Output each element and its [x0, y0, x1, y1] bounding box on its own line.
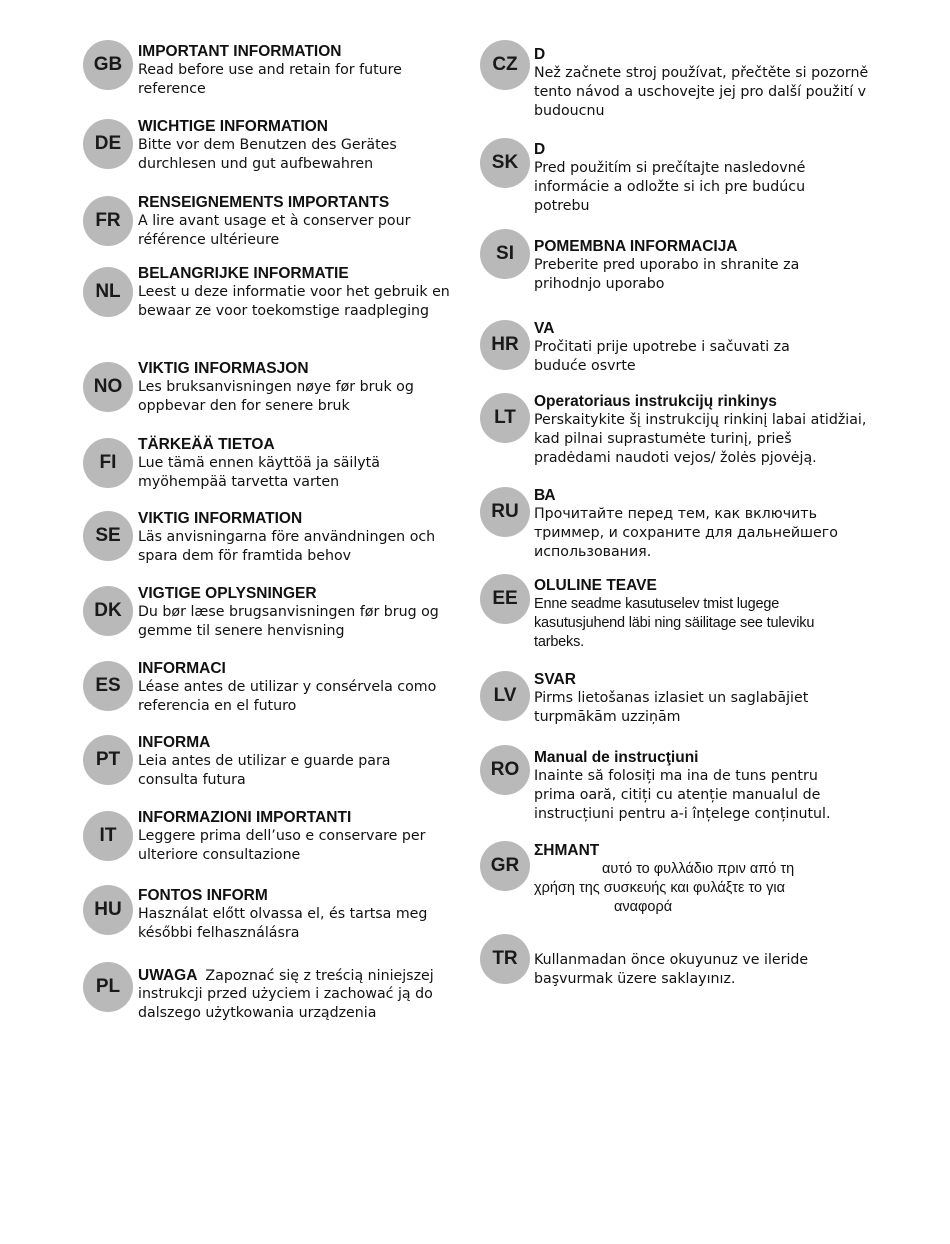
entry-title	[138, 42, 341, 61]
description-line: kad pilnai suprastumėte turinį, prieš	[534, 431, 792, 447]
description-line: Használat előtt olvassa el, és tartsa meg	[138, 906, 428, 922]
description-line: başvurmak üzere saklayınız.	[534, 971, 736, 987]
entry-description	[534, 689, 808, 727]
entry-title	[534, 576, 657, 595]
entry-description	[534, 767, 830, 824]
entry-title	[534, 237, 738, 256]
entry-title	[138, 193, 389, 212]
entry-description	[138, 827, 425, 865]
entry-title	[138, 264, 349, 283]
entry-title-text: VIGTIGE OPLYSNINGER	[138, 585, 317, 602]
language-code-badge: CZ	[480, 40, 530, 90]
description-line: dalszego użytkowania urządzenia	[138, 1005, 377, 1021]
language-code-badge: DK	[83, 586, 133, 636]
description-line: instrucțiuni pentru a-i înțelege conținutul.	[534, 806, 831, 822]
entry-description	[534, 860, 794, 917]
description-line: consulta futura	[138, 772, 246, 788]
entry-description	[534, 411, 866, 468]
entry-title-text: D	[534, 141, 546, 158]
entry-description	[534, 951, 808, 989]
entry-title-text: TÄRKEÄÄ TIETOA	[138, 436, 275, 453]
entry-description	[534, 159, 805, 216]
entry-title-text: ΣΗΜΑΝΤ	[534, 842, 600, 859]
description-line: использования.	[534, 544, 652, 560]
description-line: Inainte să folosiți ma ina de tuns pentru	[534, 768, 818, 784]
description-line: A lire avant usage et à conserver pour	[138, 213, 411, 229]
entry-title	[138, 359, 309, 378]
entry-description	[138, 603, 439, 641]
entry-title	[138, 117, 328, 136]
language-code-badge: RU	[480, 487, 530, 537]
description-line: Enne seadme kasutuselev tmist lugege	[534, 596, 780, 612]
entry-description	[138, 454, 380, 492]
description-line: Du bør læse brugsanvisningen før brug og	[138, 604, 439, 620]
entry-description	[138, 528, 435, 566]
entry-title-text: INFORMA	[138, 734, 211, 751]
entry-title-inline-text: Zapoznać się z treścią niniejszej	[205, 968, 434, 984]
description-line: budoucnu	[534, 103, 605, 119]
entry-title-text: RENSEIGNEMENTS IMPORTANTS	[138, 194, 390, 211]
description-line: Leest u deze informatie voor het gebruik en	[138, 284, 450, 300]
description-line: référence ultérieure	[138, 232, 280, 248]
language-code-badge: PT	[83, 735, 133, 785]
entry-title-text: FONTOS INFORM	[138, 887, 268, 904]
entry-title-text: Manual de instrucţiuni	[534, 749, 699, 766]
entry-title-text: VIKTIG INFORMATION	[138, 510, 303, 527]
language-code-badge: FR	[83, 196, 133, 246]
entry-description	[138, 378, 414, 416]
entry-description	[138, 752, 391, 790]
description-line: Pirms lietošanas izlasiet un saglabājiet	[534, 690, 809, 706]
description-line: myöhempää tarvetta varten	[138, 474, 340, 490]
entry-title	[534, 486, 556, 505]
description-line: ulteriore consultazione	[138, 847, 301, 863]
description-line: αυτό το φυλλάδιο πριν από τη	[602, 861, 795, 877]
description-line: Läs anvisningarna före användningen och	[138, 529, 436, 545]
description-line: Bitte vor dem Benutzen des Gerätes	[138, 137, 397, 153]
description-line: Pročitati prije upotrebe i sačuvati za	[534, 339, 790, 355]
entry-description	[534, 256, 799, 294]
entry-title	[138, 659, 226, 678]
language-code-badge: ES	[83, 661, 133, 711]
entry-title	[138, 584, 317, 603]
description-line: reference	[138, 81, 206, 97]
description-line: tento návod a uschovejte jej pro další použití v	[534, 84, 867, 100]
description-line: prima oară, citiți cu atenție manualul de	[534, 787, 821, 803]
language-code-badge: FI	[83, 438, 133, 488]
entry-title-text: BELANGRIJKE INFORMATIE	[138, 265, 349, 282]
language-code-badge: TR	[480, 934, 530, 984]
description-line: Прочитайте перед тем, как включить	[534, 506, 817, 522]
description-line: instrukcji przed użyciem i zachować ją do	[138, 986, 433, 1002]
language-code-badge: NL	[83, 267, 133, 317]
entry-description	[138, 905, 427, 943]
entry-title	[534, 45, 545, 64]
description-line: spara dem för framtida behov	[138, 548, 352, 564]
entry-title-text: ВА	[534, 487, 556, 504]
entry-title	[138, 733, 210, 752]
language-code-badge: LV	[480, 671, 530, 721]
language-code-badge: DE	[83, 119, 133, 169]
entry-title	[138, 966, 434, 986]
description-line: Leia antes de utilizar e guarde para	[138, 753, 391, 769]
language-code-badge: SI	[480, 229, 530, 279]
entry-title	[534, 392, 777, 411]
entry-title-text: POMEMBNA INFORMACIJA	[534, 238, 738, 255]
language-code-badge: GR	[480, 841, 530, 891]
entry-description	[534, 338, 790, 376]
description-line: Preberite pred uporabo in shranite za	[534, 257, 800, 273]
entry-title-text: SVAR	[534, 671, 576, 688]
entry-title	[534, 841, 599, 860]
language-code-badge: GB	[83, 40, 133, 90]
description-line: későbbi felhasználásra	[138, 925, 300, 941]
description-line: Kullanmadan önce okuyunuz ve ileride	[534, 952, 809, 968]
entry-title	[138, 435, 275, 454]
entry-description	[534, 505, 838, 562]
language-code-badge: HU	[83, 885, 133, 935]
description-line: Lue tämä ennen käyttöä ja säilytä	[138, 455, 380, 471]
entry-title	[534, 140, 545, 159]
description-line: Perskaitykite šį instrukcijų rinkinį labai atidžiai,	[534, 412, 867, 428]
entry-title	[138, 808, 351, 827]
entry-title-text: D	[534, 46, 546, 63]
description-line: Léase antes de utilizar y consérvela como	[138, 679, 437, 695]
entry-description	[534, 64, 868, 121]
entry-description	[138, 678, 436, 716]
description-line: durchlesen und gut aufbewahren	[138, 156, 374, 172]
description-line: χρήση της συσκευής και φυλάξτε το για	[534, 880, 785, 896]
description-line: Les bruksanvisningen nøye før bruk og	[138, 379, 414, 395]
entry-title-text: INFORMAZIONI IMPORTANTI	[138, 809, 352, 826]
entry-title	[534, 670, 576, 689]
language-code-badge: RO	[480, 745, 530, 795]
description-line: Než začnete stroj používat, přečtěte si pozorně	[534, 65, 869, 81]
entry-title-text: OLULINE TEAVE	[534, 577, 657, 594]
language-code-badge: EE	[480, 574, 530, 624]
entry-title	[534, 319, 554, 338]
entry-title	[534, 748, 698, 767]
language-code-badge: SK	[480, 138, 530, 188]
entry-title-text: VIKTIG INFORMASJON	[138, 360, 309, 377]
entry-description	[138, 212, 410, 250]
entry-title-text: UWAGA	[138, 967, 198, 984]
entry-title	[138, 509, 302, 528]
language-code-badge: NO	[83, 362, 133, 412]
description-line: триммер, и сохраните для дальнейшего	[534, 525, 838, 541]
language-code-badge: LT	[480, 393, 530, 443]
language-code-badge: PL	[83, 962, 133, 1012]
language-code-badge: IT	[83, 811, 133, 861]
entry-title-text: IMPORTANT INFORMATION	[138, 43, 342, 60]
description-line: bewaar ze voor toekomstige raadpleging	[138, 303, 430, 319]
language-code-badge: HR	[480, 320, 530, 370]
description-line: Read before use and retain for future	[138, 62, 402, 78]
entry-title-text: WICHTIGE INFORMATION	[138, 118, 328, 135]
description-line: pradėdami naudoti vejos/ žolės pjovėją.	[534, 450, 817, 466]
description-line: prihodnjo uporabo	[534, 276, 665, 292]
description-line: αναφορά	[614, 899, 673, 915]
entry-title	[138, 886, 268, 905]
language-code-badge: SE	[83, 511, 133, 561]
entry-title-text: VA	[534, 320, 555, 337]
entry-title-text: Operatoriaus instrukcijų rinkinys	[534, 393, 777, 410]
description-line: kasutusjuhend läbi ning säilitage see tuleviku	[534, 615, 815, 631]
entry-description	[534, 595, 814, 652]
entry-title-text: INFORMACI	[138, 660, 226, 677]
description-line: oppbevar den for senere bruk	[138, 398, 350, 414]
description-line: Pred použitím si prečítajte nasledovné	[534, 160, 806, 176]
entry-description	[138, 283, 450, 321]
description-line: referencia en el futuro	[138, 698, 297, 714]
entry-description	[138, 61, 402, 99]
description-line: informácie a odložte si ich pre budúcu	[534, 179, 806, 195]
entry-description	[138, 985, 433, 1023]
entry-description	[138, 136, 397, 174]
description-line: Leggere prima dell’uso e conservare per	[138, 828, 426, 844]
description-line: gemme til senere henvisning	[138, 623, 345, 639]
description-line: turpmākām uzziņām	[534, 709, 681, 725]
description-line: buduće osvrte	[534, 358, 636, 374]
description-line: potrebu	[534, 198, 590, 214]
description-line: tarbeks.	[534, 634, 584, 650]
